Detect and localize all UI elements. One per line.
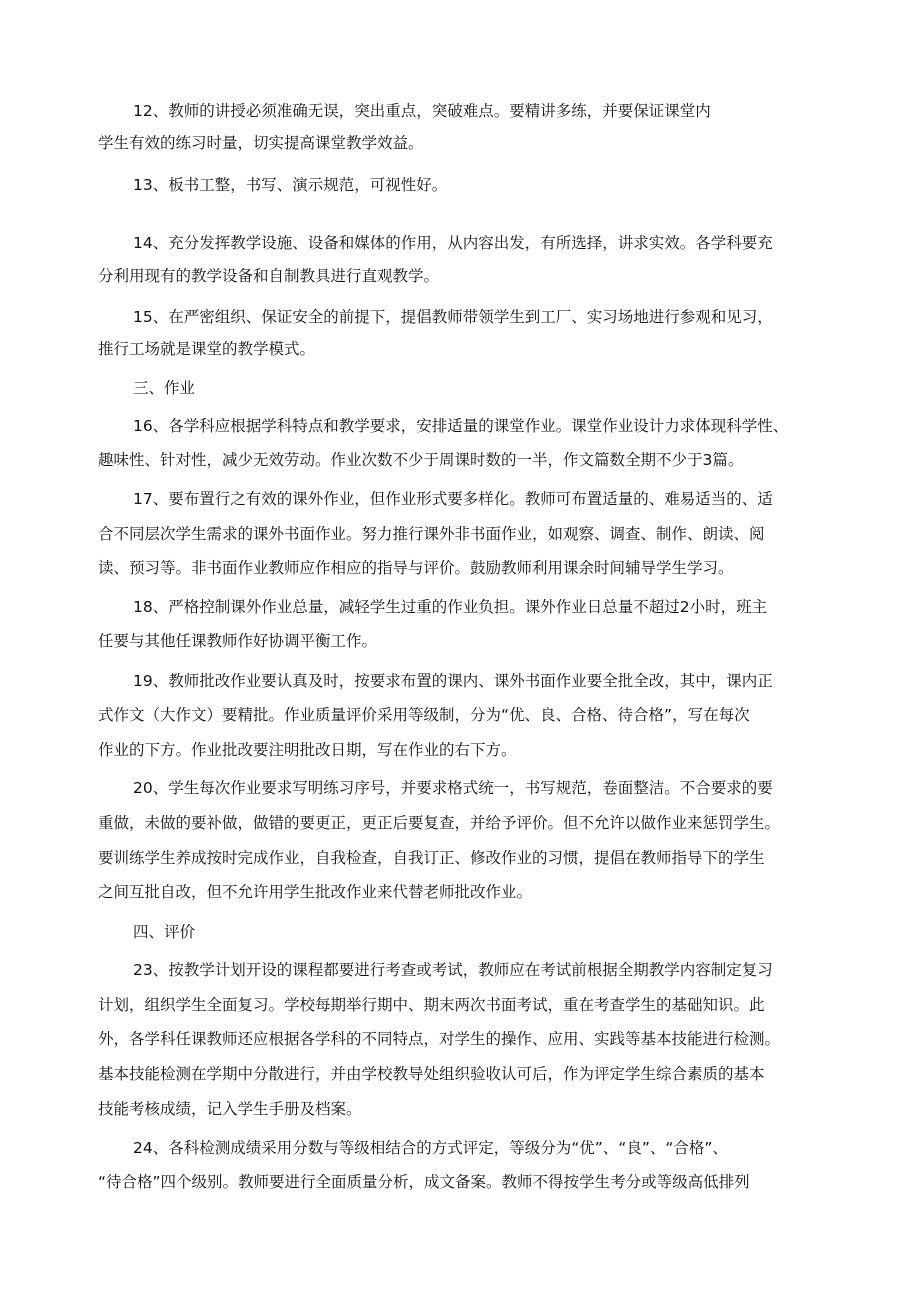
item-20-line-3: 要训练学生养成按时完成作业，自我检查，自我订正、修改作业的习惯，提倡在教师指导下的学生 [98, 849, 765, 867]
item-24-line-1: 24、各科检测成绩采用分数与等级相结合的方式评定，等级分为“优”、“良”、“合格”、 [133, 1139, 728, 1157]
item-23-line-5: 技能考核成绩，记入学生手册及档案。 [98, 1100, 362, 1118]
item-17-line-2: 合不同层次学生需求的课外书面作业。努力推行课外非书面作业，如观察、调查、制作、朗读、阅 [98, 525, 765, 543]
item-15-line-1: 15、在严密组织、保证安全的前提下，提倡教师带领学生到工厂、实习场地进行参观和见习， [133, 308, 773, 326]
item-24-line-2: “待合格”四个级别。教师要进行全面质量分析，成文备案。教师不得按学生考分或等级高低排列 [98, 1173, 750, 1191]
item-20-line-1: 20、学生每次作业要求写明练习序号，并要求格式统一，书写规范，卷面整洁。不合要求的要 [133, 779, 773, 797]
item-19-line-2: 式作文（大作文）要精批。作业质量评价采用等级制，分为“优、良、合格、待合格”，写在每次 [98, 706, 750, 724]
item-15-line-2: 推行工场就是课堂的教学模式。 [98, 340, 316, 358]
item-18-line-2: 任要与其他任课教师作好协调平衡工作。 [98, 632, 378, 650]
item-19-line-3: 作业的下方。作业批改要注明批改日期，写在作业的右下方。 [98, 741, 517, 759]
item-20-line-4: 之间互批自改，但不允许用学生批改作业来代替老师批改作业。 [98, 883, 533, 901]
item-18-line-1: 18、严格控制课外作业总量，减轻学生过重的作业负担。课外作业日总量不超过2小时，班主 [133, 598, 768, 616]
item-16-line-1: 16、各学科应根据学科特点和教学要求，安排适量的课堂作业。课堂作业设计力求体现科学性、 [133, 417, 789, 435]
item-14-line-1: 14、充分发挥教学设施、设备和媒体的作用，从内容出发，有所选择，讲求实效。各学科要充 [133, 234, 773, 252]
item-23-line-4: 基本技能检测在学期中分散进行，并由学校教导处组织验收认可后，作为评定学生综合素质的基本 [98, 1065, 765, 1083]
item-17-line-3: 读、预习等。非书面作业教师应作相应的指导与评价。鼓励教师利用课余时间辅导学生学习。 [98, 559, 734, 577]
item-17-line-1: 17、要布置行之有效的课外作业，但作业形式要多样化。教师可布置适量的、难易适当的、适 [133, 490, 773, 508]
section-heading-homework: 三、作业 [133, 379, 196, 397]
item-16-line-2: 趣味性、针对性，减少无效劳动。作业次数不少于周课时数的一半，作文篇数全期不少于3篇。 [98, 451, 744, 469]
item-19-line-1: 19、教师批改作业要认真及时，按要求布置的课内、课外书面作业要全批全改，其中，课内正 [133, 672, 773, 690]
item-23-line-2: 计划，组织学生全面复习。学校每期举行期中、期末两次书面考试，重在考查学生的基础知识。此 [98, 996, 765, 1014]
item-20-line-2: 重做，未做的要补做，做错的要更正，更正后要复查，并给予评价。但不允许以做作业来惩罚学生。 [98, 814, 781, 832]
item-12-line-1: 12、教师的讲授必须准确无误，突出重点，突破难点。要精讲多练，并要保证课堂内 [133, 102, 711, 120]
item-13-line-1: 13、板书工整，书写、演示规范，可视性好。 [133, 176, 448, 194]
item-12-line-2: 学生有效的练习时量，切实提高课堂教学效益。 [98, 134, 424, 152]
item-23-line-3: 外，各学科任课教师还应根据各学科的不同特点，对学生的操作、应用、实践等基本技能进行检测。 [98, 1030, 781, 1048]
section-heading-evaluation: 四、评价 [133, 923, 196, 941]
item-23-line-1: 23、按教学计划开设的课程都要进行考查或考试，教师应在考试前根据全期教学内容制定复习 [133, 961, 773, 979]
item-14-line-2: 分利用现有的教学设备和自制教具进行直观教学。 [98, 267, 440, 285]
